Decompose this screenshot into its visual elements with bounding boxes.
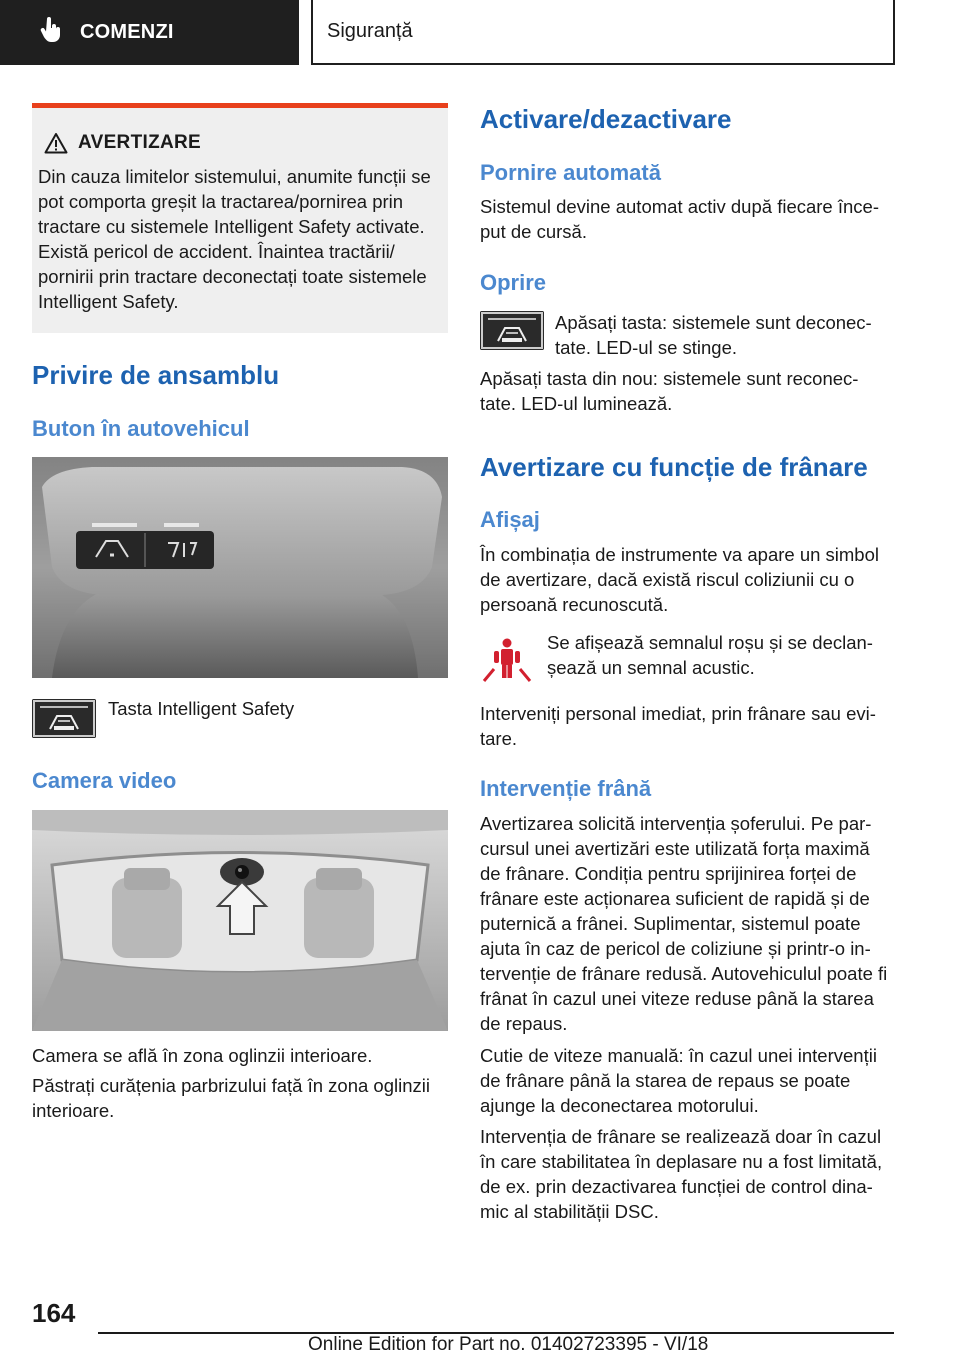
brake-warning-heading: Avertizare cu funcție de frânare (480, 452, 868, 482)
page-number: 164 (32, 1298, 76, 1328)
hand-pointer-icon (40, 17, 62, 48)
edition-text: Online Edition for Part no. 01402723395 - VI/18 (308, 1334, 709, 1355)
stability-text: Intervenția de frânare se realizează doar în cazul în care stabilitatea în deplasare nu a fost limitată, de ex. prin dezactivarea funcției de control dina- mic al stabilității DSC. (480, 1126, 883, 1222)
warning-title: AVERTIZARE (78, 132, 201, 153)
camera-clean-text: Păstrați curățenia parbrizului față în zona oglinzii interioare. (32, 1075, 430, 1121)
stop-heading: Oprire (480, 270, 547, 295)
pedestrian-warning-icon (482, 637, 532, 688)
auto-start-text: Sistemul devine automat activ după fiecare înce- put de cursă. (480, 196, 879, 242)
stop-text: Apăsați tasta: sistemele sunt deconec- tate. LED-ul se stinge. (555, 312, 872, 358)
intelligent-safety-button-icon (32, 699, 96, 738)
warning-triangle-icon (44, 132, 68, 159)
activation-heading: Activare/dezactivare (480, 104, 732, 134)
camera-heading: Camera video (32, 768, 177, 793)
chapter-title-text: Siguranță (327, 20, 413, 42)
button-photo (32, 457, 448, 678)
manual-gearbox-text: Cutie de viteze manuală: în cazul unei intervenții de frânare până la starea de repaus se poate ajunge la deconectarea motorului. (480, 1045, 877, 1116)
intervene-text: Interveniți personal imediat, prin frânare sau evi- tare. (480, 703, 876, 749)
auto-start-heading: Pornire automată (480, 160, 661, 185)
chapter-title (311, 0, 895, 65)
section-tab-label: COMENZI (80, 21, 174, 43)
camera-photo (32, 810, 448, 1031)
section-tab[interactable] (0, 0, 299, 65)
button-caption: Tasta Intelligent Safety (108, 698, 295, 719)
button-heading: Buton în autovehicul (32, 416, 250, 441)
restart-text: Apăsați tasta din nou: sistemele sunt reconec- tate. LED-ul luminează. (480, 368, 859, 414)
display-text: În combinația de instrumente va apare un simbol de avertizare, dacă există riscul coliziunii cu o persoană recunoscută. (480, 544, 879, 615)
camera-location-text: Camera se află în zona oglinzii interioare. (32, 1045, 373, 1066)
brake-intervention-heading: Intervenție frână (480, 776, 652, 801)
display-heading: Afișaj (480, 507, 540, 532)
warning-text: Din cauza limitelor sistemului, anumite funcții se pot comporta greșit la tractarea/pornirea prin tractare cu sistemele Intelligent Safety activate. Există pericol de accident. Înaintea tractării/ pornirii prin tractare deconectați toate sistemele Intelligent Safety. (38, 166, 431, 312)
signal-text: Se afișează semnalul roșu și se declan- șează un semnal acustic. (547, 632, 873, 678)
warning-box (32, 103, 448, 333)
brake-intervention-text: Avertizarea solicită intervenția șoferului. Pe par- cursul unei avertizări este utilizată forța maximă de frânare. Condiția pentru sprijinirea forței de frânare este acționarea suficient de rapidă și de puternică a frânei. Suplimentar, sistemul poate ajuta în caz de pericol de coliziune și printr-o in- tervenție de frânare redusă. Autovehiculul poate fi frânat în cazul unei viteze reduse până la starea de repaus. (480, 813, 888, 1034)
intelligent-safety-button-icon-2 (480, 311, 544, 350)
overview-heading: Privire de ansamblu (32, 360, 280, 390)
